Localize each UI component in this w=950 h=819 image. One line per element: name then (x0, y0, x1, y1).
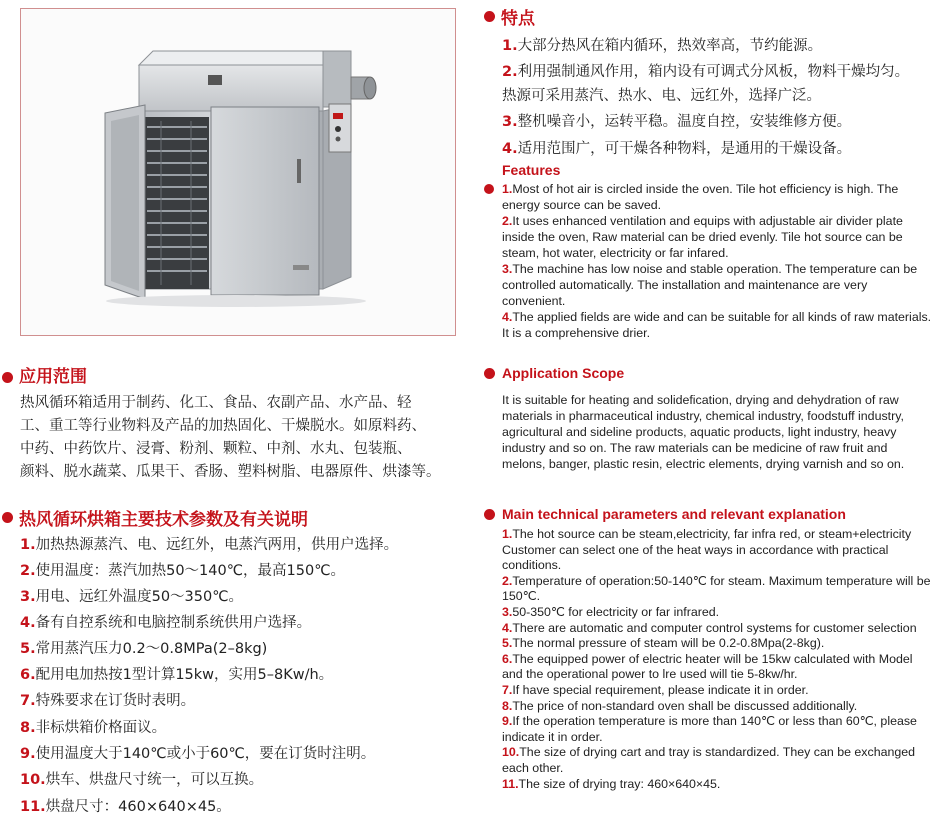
params-cn-item (20, 768, 263, 792)
params-en-item (502, 652, 934, 683)
item-text: The equipped power of electric heater will be 15kw calculated with Model and the operational power to lre used will tie 5-8kw/hr. (502, 651, 913, 682)
bullet-icon (484, 184, 494, 194)
features-cn-item (502, 34, 822, 58)
item-number: 5. (20, 641, 36, 657)
bullet-icon (484, 11, 495, 22)
item-number: 8. (502, 698, 513, 713)
product-photo-frame (20, 8, 456, 336)
item-text: 加热热源蒸汽、电、远红外，电蒸汽两用，供用户选择。 (35, 537, 399, 553)
item-number: 6. (20, 667, 36, 683)
features-en-title (502, 162, 560, 178)
features-en-list (502, 181, 934, 341)
params-cn-item (20, 637, 267, 661)
params-cn-item (20, 611, 311, 635)
bullet-icon (2, 372, 13, 383)
item-number: 4. (502, 141, 518, 157)
item-number: 1. (20, 537, 36, 553)
params-en-title (484, 506, 846, 522)
item-text: There are automatic and computer control systems for customer selection (512, 620, 917, 635)
item-number: 11. (502, 776, 519, 791)
bullet-icon (484, 368, 495, 379)
item-number: 1. (502, 38, 518, 54)
item-number: 3. (502, 262, 513, 276)
item-number: 4. (20, 615, 36, 631)
params-cn-title-text: 热风循环烘箱主要技术参数及有关说明 (19, 510, 308, 530)
application-en-text (502, 392, 934, 472)
application-cn-line: 热风循环箱适用于制药、化工、食品、农副产品、水产品、轻 (20, 395, 412, 411)
item-number: 9. (20, 746, 36, 762)
item-number: 7. (502, 682, 513, 697)
features-en-item (502, 261, 934, 309)
item-text: The machine has low noise and stable operation. The temperature can be controlled automatically. The installation and maintenance are very convenient. (502, 262, 918, 308)
item-number: 4. (502, 620, 513, 635)
item-text: 热源可采用蒸汽、热水、电、远红外，选择广泛。 (502, 88, 821, 104)
item-text: The normal pressure of steam will be 0.2-0.8Mpa(2-8kg). (512, 636, 825, 651)
params-cn-item (20, 533, 398, 557)
hot-air-oven-image (21, 9, 456, 336)
item-text: 备有自控系统和电脑控制系统供用户选择。 (35, 615, 312, 631)
params-en-item (502, 605, 934, 621)
item-text: If have special requirement, please indicate it in order. (512, 682, 809, 697)
item-text: 大部分热风在箱内循环，热效率高，节约能源。 (517, 38, 823, 54)
item-number: 2. (502, 573, 513, 588)
params-en-item (502, 683, 934, 699)
params-cn-item (20, 585, 243, 609)
application-cn-line: 颜料、脱水蔬菜、瓜果干、香肠、塑料树脂、电器原件、烘漆等。 (20, 464, 441, 480)
features-cn-item (502, 60, 909, 84)
application-en-title-text: Application Scope (502, 365, 625, 381)
item-text: 配用电加热按1型计算15kw，实用5–8Kw/h。 (35, 667, 334, 683)
bullet-icon (2, 512, 13, 523)
item-number: 5. (502, 636, 513, 651)
item-text: Most of hot air is circled inside the oven. Tile hot efficiency is high. The energy source can be saved. (502, 182, 899, 212)
item-text: The size of drying cart and tray is standardized. They can be exchanged each other. (502, 745, 916, 775)
params-en-item (502, 574, 934, 605)
features-cn-title-text: 特点 (501, 9, 535, 29)
params-en-item (502, 745, 934, 776)
item-text: 使用温度大于140℃或小于60℃，要在订货时注明。 (35, 746, 376, 762)
item-number: 3. (502, 604, 513, 619)
item-number: 3. (502, 114, 518, 130)
item-number: 7. (20, 693, 36, 709)
params-en-item (502, 527, 934, 574)
item-number: 2. (502, 214, 513, 228)
params-cn-item (20, 663, 333, 687)
item-text: The price of non-standard oven shall be discussed additionally. (512, 698, 858, 713)
application-cn-title (2, 362, 87, 387)
item-number: 1. (502, 182, 513, 196)
item-number: 9. (502, 714, 513, 729)
item-text: 特殊要求在订货时表明。 (35, 693, 196, 709)
item-number: 4. (502, 310, 513, 324)
item-text: The size of drying tray: 460×640×45. (518, 776, 721, 791)
params-en-item (502, 699, 934, 715)
item-text: Temperature of operation:50-140℃ for steam. Maximum temperature will be 150℃. (502, 573, 931, 604)
item-number: 2. (20, 563, 36, 579)
item-text: 使用温度：蒸汽加热50～140℃，最高150℃。 (35, 563, 345, 579)
item-number: 8. (20, 720, 36, 736)
params-en-title-text: Main technical parameters and relevant explanation (502, 506, 846, 522)
application-cn-title-text: 应用范围 (19, 367, 87, 387)
application-cn-line: 工、重工等行业物料及产品的加热固化、干燥脱水。如原料药、 (20, 418, 426, 434)
features-cn-item (502, 137, 851, 161)
item-text: 适用范围广，可干燥各种物料，是通用的干燥设备。 (517, 141, 852, 157)
params-en-item (502, 714, 934, 745)
item-text: 用电、远红外温度50～350℃。 (35, 589, 244, 605)
item-text: 非标烘箱价格面议。 (35, 720, 167, 736)
item-text: The hot source can be steam,electricity, far infra red, or steam+electricity Customer can select one of the heat ways in accordance with practical conditions. (502, 527, 912, 573)
application-en-title (484, 365, 624, 381)
features-en-item (502, 181, 934, 213)
bullet-icon (484, 509, 495, 520)
item-text: 烘盘尺寸：460×640×45。 (45, 799, 231, 815)
item-text: The applied fields are wide and can be suitable for all kinds of raw materials. It is a comprehensive drier. (502, 310, 932, 340)
params-cn-item (20, 795, 231, 819)
features-cn-title (484, 4, 535, 29)
params-cn-item (20, 689, 195, 713)
features-cn-item (502, 110, 851, 134)
params-en-item (502, 636, 934, 652)
item-text: If the operation temperature is more than 140℃ or less than 60℃, please indicate it in order. (502, 714, 917, 744)
item-number: 10. (20, 772, 46, 788)
params-cn-title (2, 505, 308, 530)
item-number: 6. (502, 651, 513, 666)
application-en-paragraph: It is suitable for heating and solidefication, drying and dehydration of raw materials in pharmaceutical industry, chemical industry, foodstuff industry, agricultural and sideline products, aquatic products, light industry, heavy industry and so on. The raw materials can be medicine of raw fruit and melons, banger, plastic resin, electric elements, drying varnish and so on. (502, 393, 905, 471)
item-text: 50-350℃ for electricity or far infrared. (512, 604, 720, 619)
item-number: 3. (20, 589, 36, 605)
item-text: 整机噪音小，运转平稳。温度自控，安装维修方便。 (517, 114, 852, 130)
params-en-item (502, 777, 934, 793)
item-number: 10. (502, 745, 520, 760)
item-number: 2. (502, 64, 518, 80)
params-cn-item (20, 716, 166, 740)
item-text: 利用强制通风作用，箱内设有可调式分风板，物料干燥均匀。 (517, 64, 910, 80)
item-number: 11. (20, 799, 46, 815)
features-cn-item-cont (502, 84, 821, 108)
params-en-item (502, 621, 934, 637)
item-text: 烘车、烘盘尺寸统一，可以互换。 (45, 772, 264, 788)
params-en-list (502, 527, 934, 792)
params-cn-item (20, 742, 375, 766)
features-en-title-text: Features (502, 162, 561, 178)
item-text: 常用蒸汽压力0.2～0.8MPa(2–8kg) (35, 641, 268, 657)
features-en-item (502, 213, 934, 261)
item-number: 1. (502, 527, 513, 541)
application-cn-line: 中药、中药饮片、浸膏、粉剂、颗粒、中剂、水丸、包装瓶、 (20, 441, 412, 457)
item-text: It uses enhanced ventilation and equips with adjustable air divider plate inside the oven, Raw material can be dried evenly. Tile hot source can be steam, hot water, electricity or far infared. (502, 214, 903, 260)
params-cn-item (20, 559, 345, 583)
features-en-item (502, 309, 934, 341)
